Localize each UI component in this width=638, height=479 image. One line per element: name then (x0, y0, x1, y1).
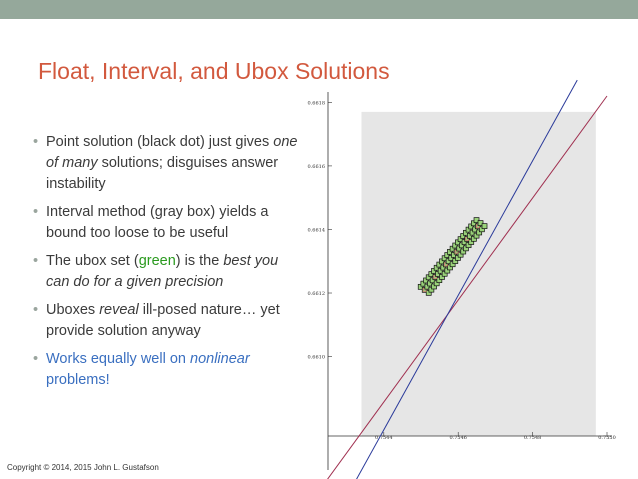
bullet-text: green (138, 253, 176, 269)
y-tick-label: 0.6612 (307, 291, 325, 298)
y-tick-label: 0.6610 (307, 354, 325, 361)
x-tick-label: 0.7550 (598, 435, 616, 441)
x-tick-label: 0.7548 (523, 435, 542, 441)
bullet-dot-icon: • (33, 204, 39, 220)
x-tick-label: 0.7544 (375, 435, 393, 441)
bullet-text: solutions; disguises answer instability (46, 155, 279, 192)
bullet-text: one of many (46, 134, 298, 171)
slide-title: Float, Interval, and Ubox Solutions (38, 58, 390, 84)
bullet-text: Works equally well on (46, 351, 190, 367)
bullet-text: The ubox set ( (46, 253, 139, 269)
bullet-text: reveal (99, 302, 139, 318)
x-tick-label: 0.7546 (449, 435, 467, 441)
bullet-text: Point solution (black dot) just gives (46, 134, 274, 150)
bullet-text: problems! (46, 372, 110, 388)
bullet-text: Uboxes (46, 302, 100, 318)
bullet-dot-icon: • (33, 302, 39, 318)
y-tick-label: 0.6618 (307, 100, 325, 107)
y-tick-label: 0.6616 (307, 163, 325, 170)
bullet-text: best you can do for a given precision (46, 253, 279, 290)
copyright-text: Copyright © 2014, 2015 John L. Gustafson (7, 463, 159, 472)
y-tick-label: 0.6614 (307, 227, 325, 234)
interval-box (361, 112, 595, 436)
bullet-text: nonlinear (190, 351, 250, 367)
bullet-dot-icon: • (33, 351, 39, 367)
bullet-text: Interval method (gray box) yields a bound too loose to be useful (46, 204, 269, 241)
ubox (482, 224, 487, 229)
bullet-text: ill-posed nature… yet provide solution anyway (46, 302, 280, 339)
bullet-dot-icon: • (33, 253, 39, 269)
bullet-dot-icon: • (33, 134, 39, 150)
bullet-text: ) is the (175, 253, 224, 269)
